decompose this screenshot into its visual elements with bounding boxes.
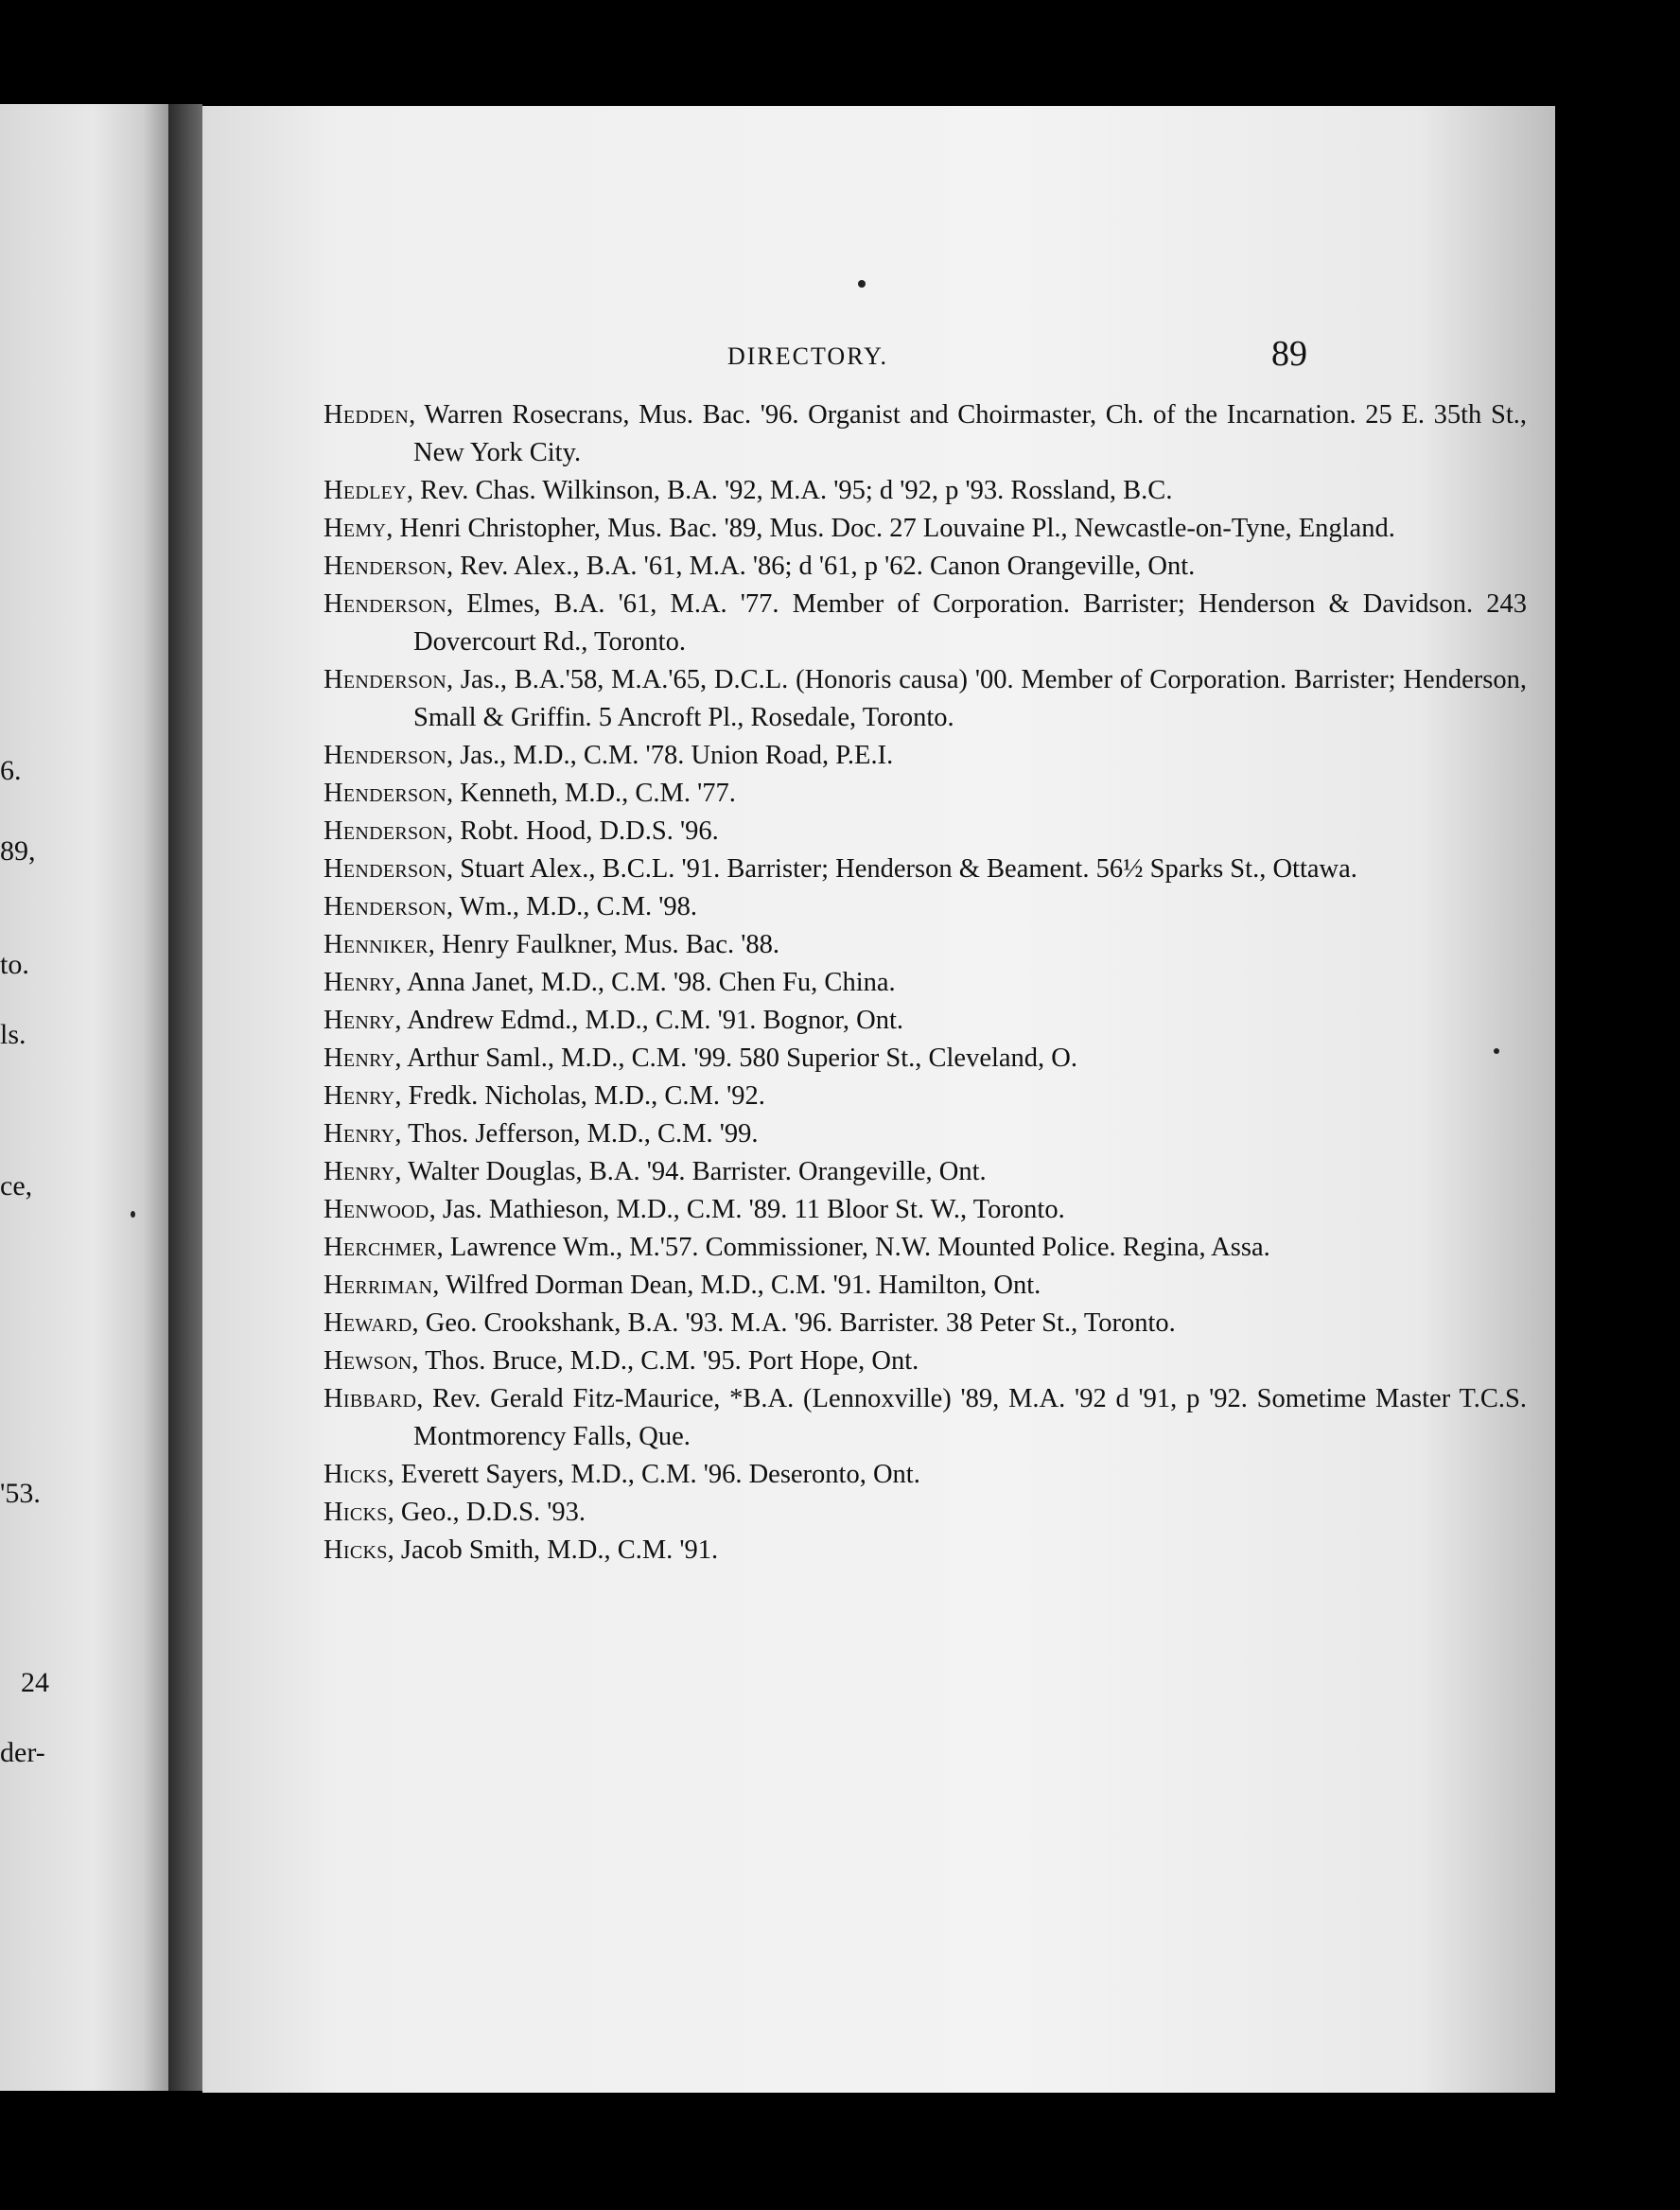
entry-surname: Henderson xyxy=(324,552,446,581)
entry-surname: Hedley xyxy=(324,476,407,505)
facing-page-text-fragment: ls. xyxy=(0,1019,26,1050)
directory-entry xyxy=(324,1191,1527,1229)
entry-details: , Robt. Hood, D.D.S. '96. xyxy=(446,816,719,846)
entry-details: , Lawrence Wm., M.'57. Commissioner, N.W. Mounted Police. Regina, Assa. xyxy=(436,1233,1270,1262)
entry-details: , Wilfred Dorman Dean, M.D., C.M. '91. Hamilton, Ont. xyxy=(432,1271,1041,1300)
entry-surname: Henry xyxy=(324,1157,395,1186)
directory-entry xyxy=(324,661,1527,737)
entry-details: , Fredk. Nicholas, M.D., C.M. '92. xyxy=(394,1081,765,1111)
entry-surname: Henry xyxy=(324,968,395,997)
directory-entry xyxy=(324,1267,1527,1305)
entry-surname: Henniker xyxy=(324,930,429,959)
entry-surname: Hicks xyxy=(324,1535,388,1565)
entry-surname: Heward xyxy=(324,1308,412,1338)
book-gutter xyxy=(168,104,202,2091)
entry-surname: Henry xyxy=(324,1119,395,1149)
facing-page-text-fragment: der- xyxy=(0,1737,45,1768)
entry-details: , Rev. Chas. Wilkinson, B.A. '92, M.A. '95; d '92, p '93. Rossland, B.C. xyxy=(406,476,1173,505)
entry-details: , Jas., M.D., C.M. '78. Union Road, P.E.I. xyxy=(446,741,894,770)
entry-details: , Henri Christopher, Mus. Bac. '89, Mus. Doc. 27 Louvaine Pl., Newcastle-on-Tyne, England. xyxy=(386,514,1395,543)
page-header xyxy=(202,333,1555,390)
entry-details: , Jas. Mathieson, M.D., C.M. '89. 11 Bloor St. W., Toronto. xyxy=(429,1195,1065,1224)
entry-details: , Henry Faulkner, Mus. Bac. '88. xyxy=(428,930,780,959)
entry-details: , Geo., D.D.S. '93. xyxy=(387,1498,586,1527)
directory-entry xyxy=(324,1115,1527,1153)
entry-surname: Henderson xyxy=(324,741,446,770)
directory-entry xyxy=(324,813,1527,851)
entry-surname: Herriman xyxy=(324,1271,433,1300)
directory-entry xyxy=(324,851,1527,888)
directory-entry xyxy=(324,1456,1527,1494)
directory-entry xyxy=(324,1532,1527,1570)
directory-entries xyxy=(324,396,1527,1570)
entry-surname: Henry xyxy=(324,1081,395,1111)
entry-surname: Hedden xyxy=(324,400,410,430)
entry-details: , Everett Sayers, M.D., C.M. '96. Deseronto, Ont. xyxy=(387,1460,920,1489)
page-number: 89 xyxy=(1271,334,1307,374)
entry-details: , Wm., M.D., C.M. '98. xyxy=(446,892,698,921)
directory-entry xyxy=(324,888,1527,926)
entry-surname: Henderson xyxy=(324,816,446,846)
entry-details: , Rev. Alex., B.A. '61, M.A. '86; d '61, p '62. Canon Orangeville, Ont. xyxy=(446,552,1196,581)
entry-surname: Henderson xyxy=(324,665,446,694)
directory-entry xyxy=(324,1494,1527,1532)
directory-entry xyxy=(324,775,1527,813)
directory-entry xyxy=(324,1305,1527,1342)
entry-details: , Thos. Jefferson, M.D., C.M. '99. xyxy=(394,1119,759,1149)
entry-surname: Hewson xyxy=(324,1346,412,1376)
entry-surname: Henderson xyxy=(324,589,446,619)
entry-details: , Thos. Bruce, M.D., C.M. '95. Port Hope, Ont. xyxy=(411,1346,919,1376)
entry-surname: Hicks xyxy=(324,1460,388,1489)
directory-entry xyxy=(324,1002,1527,1040)
directory-entry xyxy=(324,737,1527,775)
entry-details: , Anna Janet, M.D., C.M. '98. Chen Fu, China. xyxy=(394,968,896,997)
entry-surname: Henderson xyxy=(324,779,446,808)
ink-speck xyxy=(131,1211,135,1218)
directory-entry xyxy=(324,472,1527,510)
entry-details: , Kenneth, M.D., C.M. '77. xyxy=(446,779,736,808)
facing-page-edge xyxy=(0,104,168,2091)
facing-page-text-fragment: to. xyxy=(0,949,29,980)
facing-page-text-fragment: 24 xyxy=(21,1667,49,1698)
entry-surname: Hibbard xyxy=(324,1384,417,1413)
entry-surname: Hicks xyxy=(324,1498,388,1527)
facing-page-text-fragment: '53. xyxy=(0,1478,41,1509)
entry-details: , Jacob Smith, M.D., C.M. '91. xyxy=(387,1535,719,1565)
directory-entry xyxy=(324,586,1527,661)
entry-details: , Elmes, B.A. '61, M.A. '77. Member of Corporation. Barrister; Henderson & Davidson. 243 Dovercourt Rd., Toronto. xyxy=(413,589,1527,657)
entry-surname: Henry xyxy=(324,1044,395,1073)
entry-surname: Herchmer xyxy=(324,1233,437,1262)
entry-details: , Jas., B.A.'58, M.A.'65, D.C.L. (Honoris causa) '00. Member of Corporation. Barrister; Henderson, Small & Griffin. 5 Ancroft Pl., Rosedale, Toronto. xyxy=(413,665,1527,732)
facing-page-text-fragment: 6. xyxy=(0,755,22,786)
entry-details: , Rev. Gerald Fitz-Maurice, *B.A. (Lennoxville) '89, M.A. '92 d '91, p '92. Sometime Master T.C.S. Montmorency Falls, Que. xyxy=(413,1384,1527,1451)
ink-speck xyxy=(858,280,866,288)
directory-page xyxy=(202,106,1555,2093)
entry-details: , Warren Rosecrans, Mus. Bac. '96. Organist and Choirmaster, Ch. of the Incarnation. 25 E. 35th St., New York City. xyxy=(409,400,1527,467)
directory-entry xyxy=(324,1040,1527,1078)
entry-details: , Arthur Saml., M.D., C.M. '99. 580 Superior St., Cleveland, O. xyxy=(394,1044,1077,1073)
directory-entry xyxy=(324,1153,1527,1191)
entry-surname: Henderson xyxy=(324,892,446,921)
entry-surname: Henwood xyxy=(324,1195,429,1224)
entry-details: , Geo. Crookshank, B.A. '93. M.A. '96. Barrister. 38 Peter St., Toronto. xyxy=(411,1308,1176,1338)
facing-page-text-fragment: ce, xyxy=(0,1170,33,1201)
directory-entry xyxy=(324,1229,1527,1267)
entry-details: , Andrew Edmd., M.D., C.M. '91. Bognor, Ont. xyxy=(394,1006,903,1035)
directory-entry xyxy=(324,396,1527,472)
directory-entry xyxy=(324,1078,1527,1115)
directory-entry xyxy=(324,964,1527,1002)
directory-entry xyxy=(324,1380,1527,1456)
directory-entry xyxy=(324,548,1527,586)
running-head: DIRECTORY. xyxy=(727,342,889,370)
facing-page-text-fragment: 89, xyxy=(0,835,36,867)
entry-surname: Hemy xyxy=(324,514,387,543)
entry-surname: Henry xyxy=(324,1006,395,1035)
entry-details: , Walter Douglas, B.A. '94. Barrister. Orangeville, Ont. xyxy=(394,1157,987,1186)
entry-surname: Henderson xyxy=(324,854,446,884)
entry-details: , Stuart Alex., B.C.L. '91. Barrister; Henderson & Beament. 56½ Sparks St., Ottawa. xyxy=(446,854,1357,884)
directory-entry xyxy=(324,1342,1527,1380)
directory-entry xyxy=(324,510,1527,548)
directory-entry xyxy=(324,926,1527,964)
